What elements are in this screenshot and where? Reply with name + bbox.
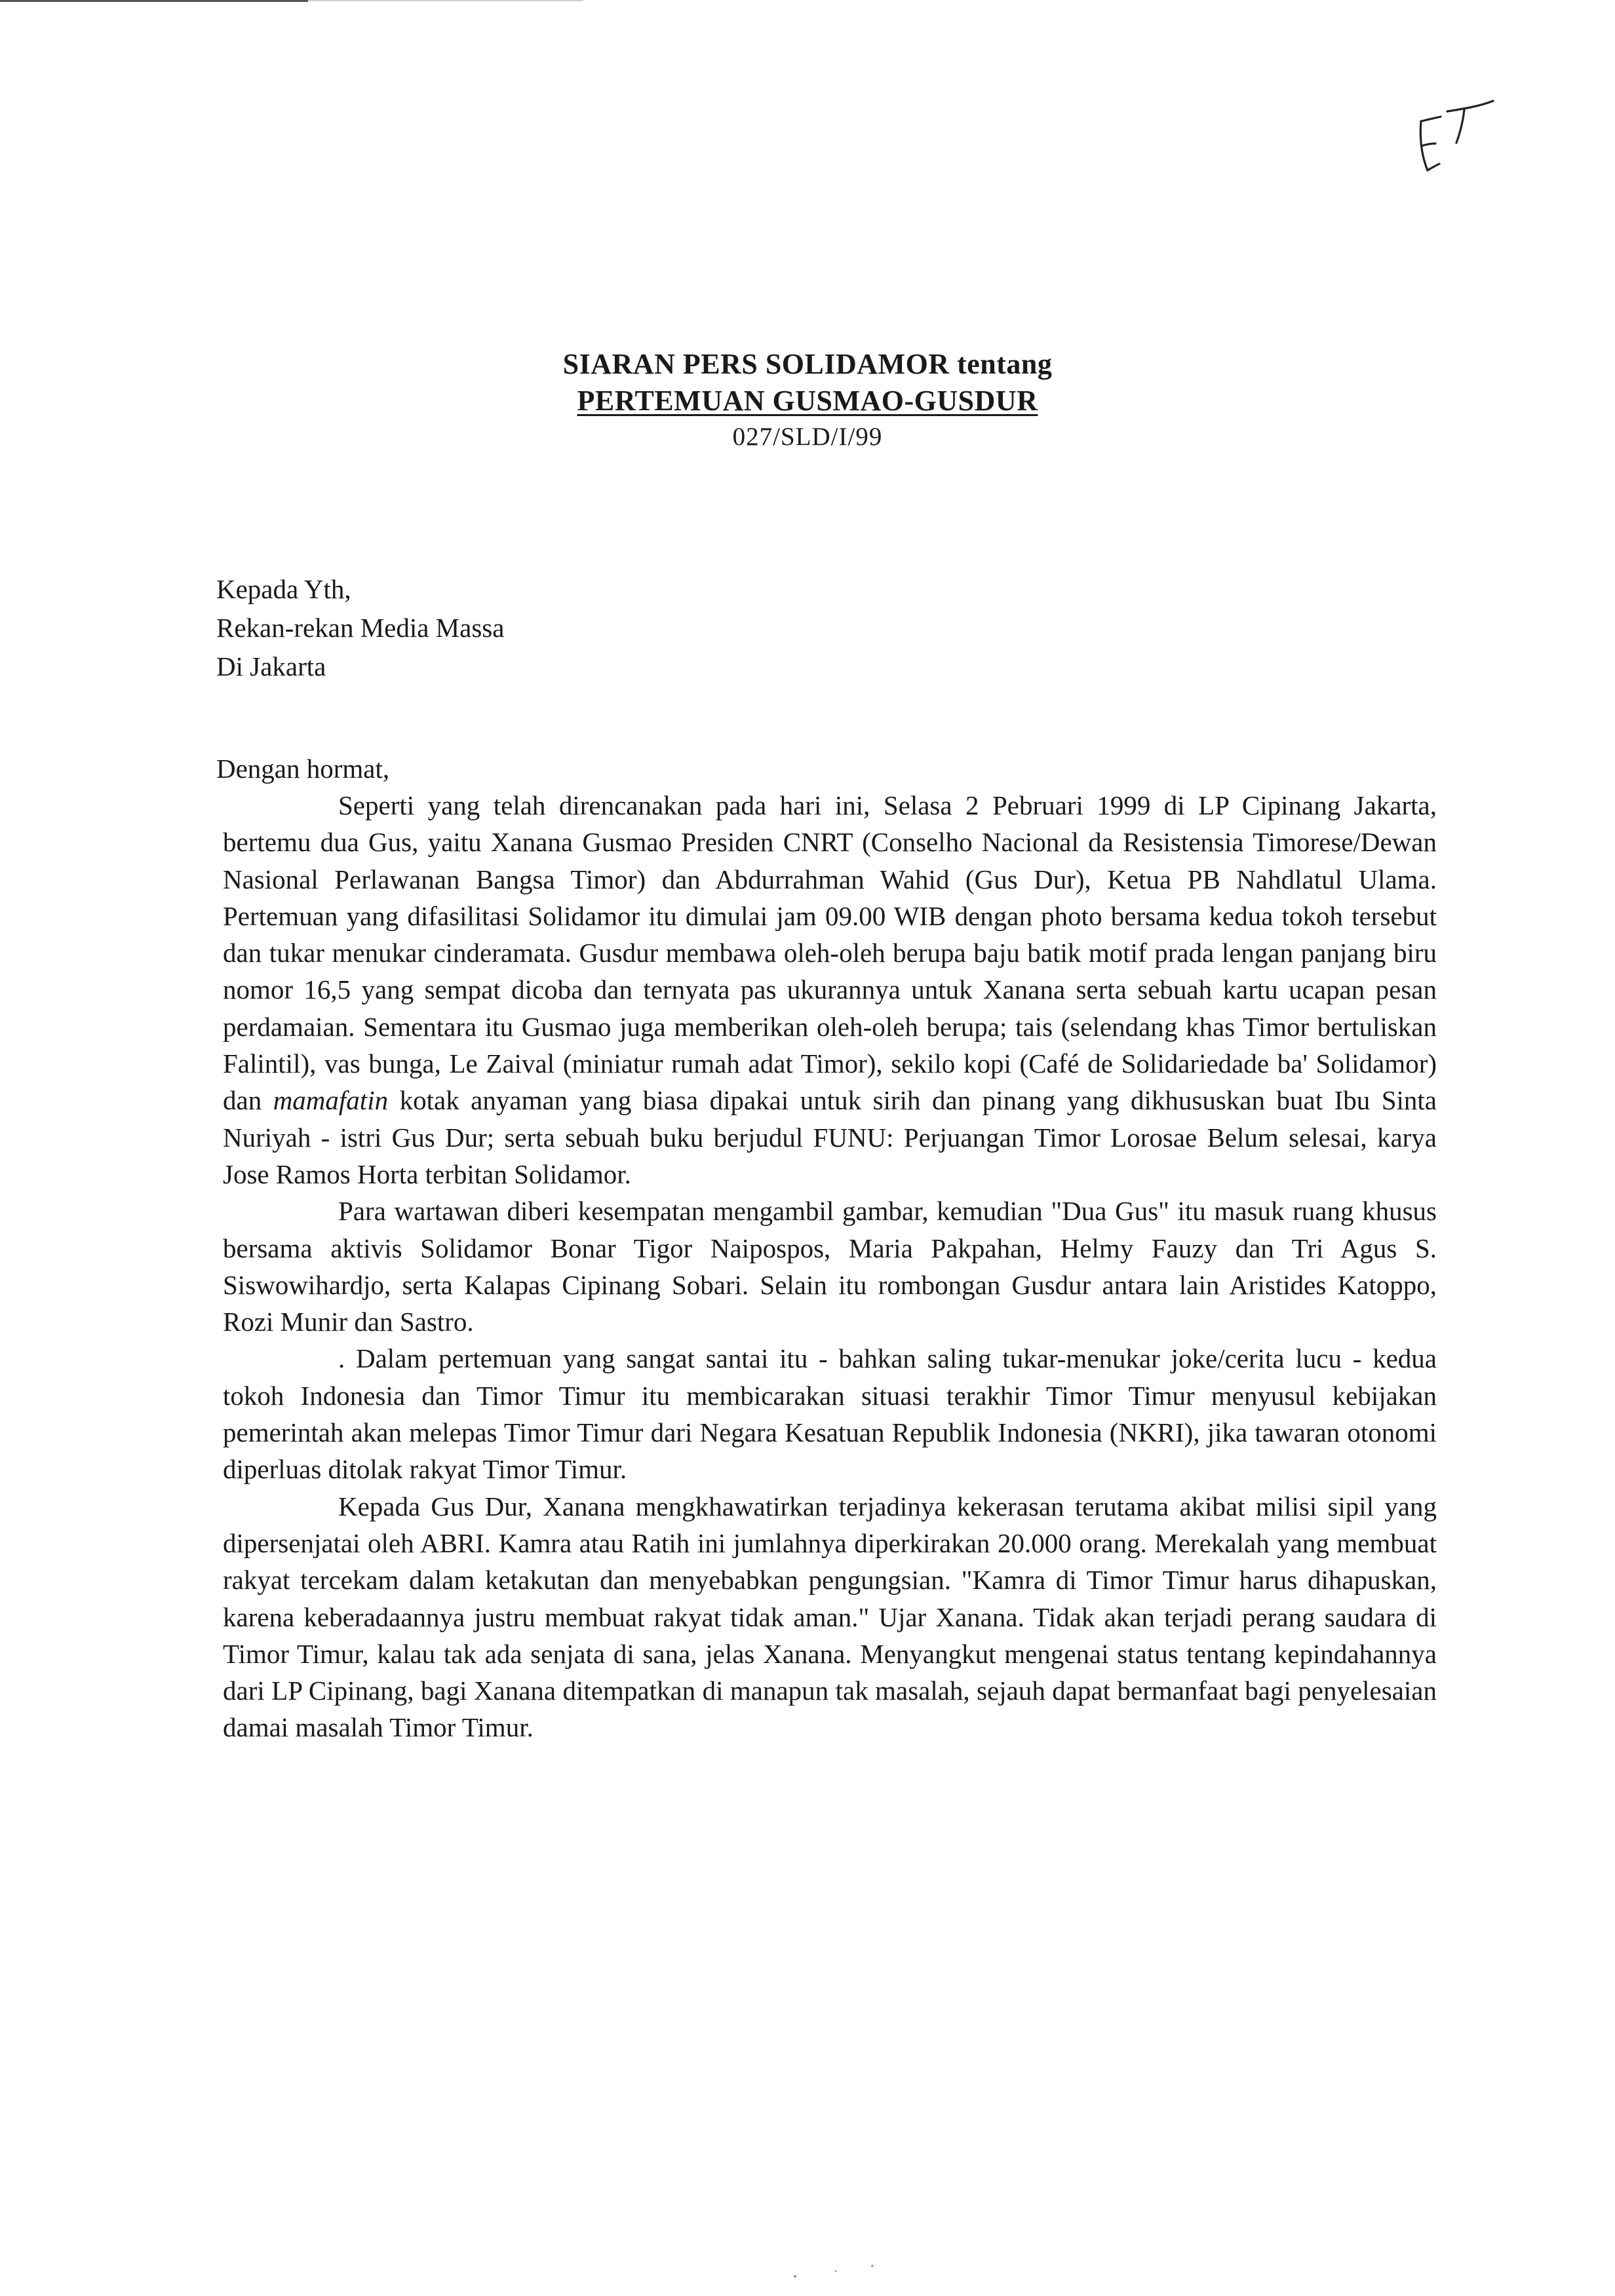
paragraph-text: kotak anyaman yang biasa dipakai untuk sirih dan pinang yang dikhususkan buat Ibu Sinta Nuriyah - istri Gus Dur; serta sebuah buku berjudul FUNU: Perjuangan Timor Lorosae Belum selesai, karya Jose Ramos Horta terbitan Solidamor. <box>223 1085 1437 1189</box>
address-line: Di Jakarta <box>216 651 326 681</box>
document-reference-number: 027/SLD/I/99 <box>732 423 883 451</box>
address-line: Kepada Yth, <box>216 574 351 604</box>
document-subtitle <box>0 383 1615 419</box>
document-header <box>0 346 1615 455</box>
body-paragraph <box>223 787 1437 1193</box>
address-line: Rekan-rekan Media Massa <box>216 613 505 643</box>
body-paragraph: Para wartawan diberi kesempatan mengambil gambar, kemudian "Dua Gus" itu masuk ruang khusus bersama aktivis Solidamor Bonar Tigor Naipospos, Maria Pakpahan, Helmy Fauzy dan Tri Agus S. Siswowihardjo, serta Kalapas Cipinang Sobari. Selain itu rombongan Gusdur antara lain Aristides Katoppo, Rozi Munir dan Sastro. <box>223 1196 1437 1337</box>
document-title: SIARAN PERS SOLIDAMOR tentang <box>562 348 1053 380</box>
scan-artifact <box>790 2262 882 2282</box>
document-subtitle-text: PERTEMUAN GUSMAO-GUSDUR <box>577 385 1038 417</box>
recipient-address <box>216 570 504 686</box>
italic-term: mamafatin <box>273 1085 389 1116</box>
body-paragraph: Kepada Gus Dur, Xanana mengkhawatirkan terjadinya kekerasan terutama akibat milisi sipil yang dipersenjatai oleh ABRI. Kamra atau Ratih ini jumlahnya diperkirakan 20.000 orang. Merekalah yang membuat rakyat tercekam dalam ketakutan dan menyebabkan pengungsian. "Kamra di Timor Timur harus dihapuskan, karena keberadaannya justru membuat rakyat tidak aman." Ujar Xanana. Tidak akan terjadi perang saudara di Timor Timur, kalau tak ada senjata di sana, jelas Xanana. Menyangkut mengenai status tentang kepindahannya dari LP Cipinang, bagi Xanana ditempatkan di manapun tak masalah, sejauh dapat bermanfaat bagi penyelesaian damai masalah Timor Timur. <box>223 1491 1437 1743</box>
scan-edge-line <box>0 0 308 2</box>
letter-body <box>223 787 1437 1746</box>
salutation: Dengan hormat, <box>216 754 390 784</box>
scan-edge-line-faint <box>308 0 583 1</box>
handwritten-initials <box>1401 92 1500 183</box>
paragraph-text: Seperti yang telah direncanakan pada hari ini, Selasa 2 Pebruari 1999 di LP Cipinang Jakarta, bertemu dua Gus, yaitu Xanana Gusmao Presiden CNRT (Conselho Nacional da Resistensia Timorese/Dewan Nasional Perlawanan Bangsa Timor) dan Abdurrahman Wahid (Gus Dur), Ketua PB Nahdlatul Ulama. Pertemuan yang difasilitasi Solidamor itu dimulai jam 09.00 WIB dengan photo bersama kedua tokoh tersebut dan tukar menukar cinderamata. Gusdur membawa oleh-oleh berupa baju batik motif prada lengan panjang biru nomor 16,5 yang sempat dicoba dan ternyata pas ukurannya untuk Xanana serta sebuah kartu ucapan pesan perdamaian. Sementara itu Gusmao juga memberikan oleh-oleh berupa; tais (selendang khas Timor bertuliskan Falintil), vas bunga, Le Zaival (miniatur rumah adat Timor), sekilo kopi (Café de Solidariedade ba' Solidamor) dan <box>223 790 1437 1116</box>
body-paragraph: . Dalam pertemuan yang sangat santai itu - bahkan saling tukar-menukar joke/cerita lucu - kedua tokoh Indonesia dan Timor Timur itu membicarakan situasi terakhir Timor Timur menyusul kebijakan pemerintah akan melepas Timor Timur dari Negara Kesatuan Republik Indonesia (NKRI), jika tawaran otonomi diperluas ditolak rakyat Timor Timur. <box>223 1343 1437 1485</box>
